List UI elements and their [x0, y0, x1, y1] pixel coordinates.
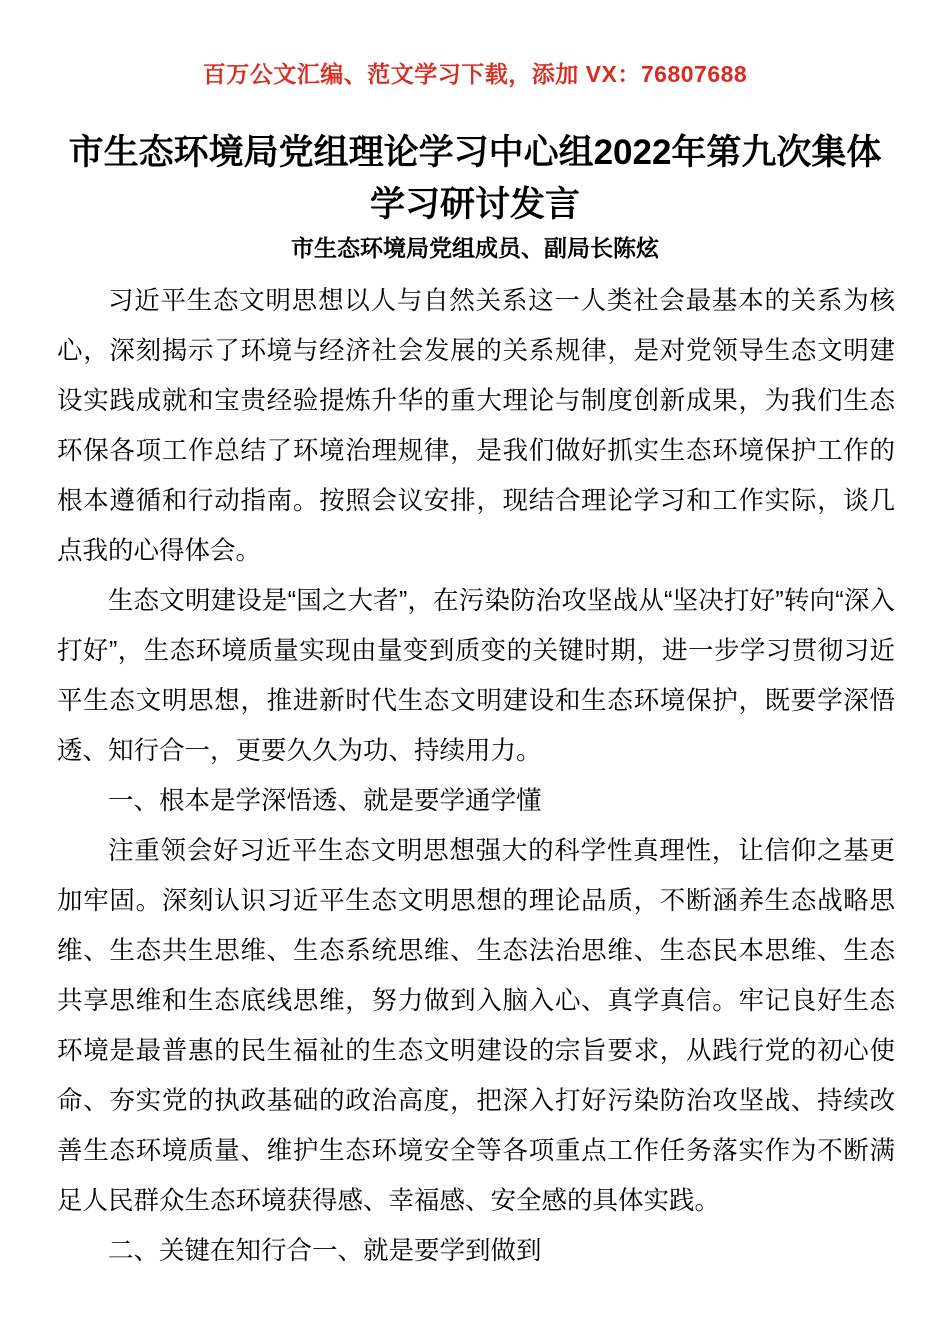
section-heading: 二、关键在知行合一、就是要学到做到: [108, 1237, 542, 1265]
body-paragraph: 生态文明建设是“国之大者”，在污染防治攻坚战从“坚决打好”转向“深入打好”，生态环境质量实现由量变到质变的关键时期，进一步学习贯彻习近平生态文明思想，推进新时代生态文明建设和生态环境保护，既要学深悟透、知行合一，更要久久为功、持续用力。: [57, 587, 895, 765]
watermark-promo-text: 百万公文汇编、范文学习下载，添加 VX：76807688: [202, 61, 748, 87]
page-title: 市生态环境局党组理论学习中心组2022年第九次集体学习研讨发言: [68, 133, 882, 225]
section-heading: 一、根本是学深悟透、就是要学通学懂: [108, 787, 542, 815]
body-paragraph: 习近平生态文明思想以人与自然关系这一人类社会最基本的关系为核心，深刻揭示了环境与经济社会发展的关系规律，是对党领导生态文明建设实践成就和宝贵经验提炼升华的重大理论与制度创新成果，为我们生态环保各项工作总结了环境治理规律，是我们做好抓实生态环境保护工作的根本遵循和行动指南。按照会议安排，现结合理论学习和工作实际，谈几点我的心得体会。: [57, 287, 895, 565]
document-author-subtitle: 市生态环境局党组成员、副局长陈炫: [291, 235, 659, 262]
body-paragraph: 注重领会好习近平生态文明思想强大的科学性真理性，让信仰之基更加牢固。深刻认识习近平生态文明思想的理论品质，不断涵养生态战略思维、生态共生思维、生态系统思维、生态法治思维、生态民本思维、生态共享思维和生态底线思维，努力做到入脑入心、真学真信。牢记良好生态环境是最普惠的民生福祉的生态文明建设的宗旨要求，从践行党的初心使命、夯实党的执政基础的政治高度，把深入打好污染防治攻坚战、持续改善生态环境质量、维护生态环境安全等各项重点工作任务落实作为不断满足人民群众生态环境获得感、幸福感、安全感的具体实践。: [57, 837, 895, 1215]
document-body: [57, 276, 895, 1276]
